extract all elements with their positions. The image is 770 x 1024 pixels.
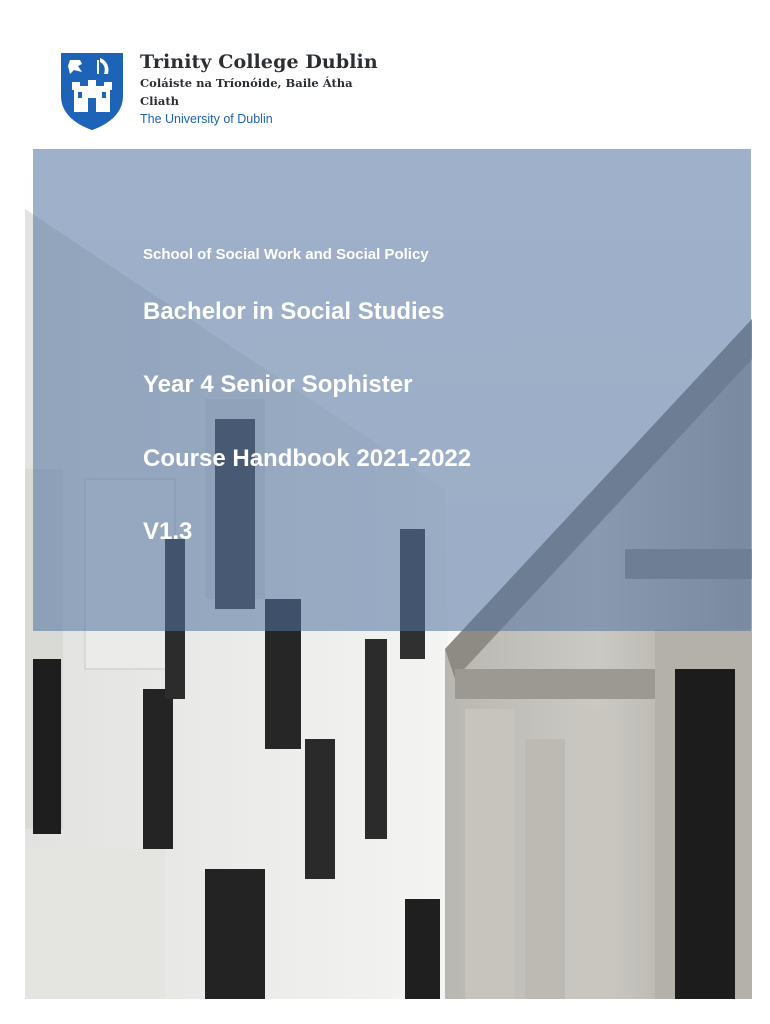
handbook-title: Course Handbook 2021-2022 [143, 445, 472, 472]
logo-irish-name: Coláiste na Tríonóide, Baile Átha Cliath [140, 76, 353, 108]
programme-title: Bachelor in Social Studies [143, 298, 445, 325]
logo-title: Trinity College Dublin [140, 51, 378, 73]
year-title: Year 4 Senior Sophister [143, 371, 413, 398]
logo-university: The University of Dublin [140, 112, 273, 126]
school-name: School of Social Work and Social Policy [143, 246, 429, 263]
version-label: V1.3 [143, 518, 193, 545]
tcd-logo [60, 48, 390, 132]
crest-icon [60, 52, 124, 130]
